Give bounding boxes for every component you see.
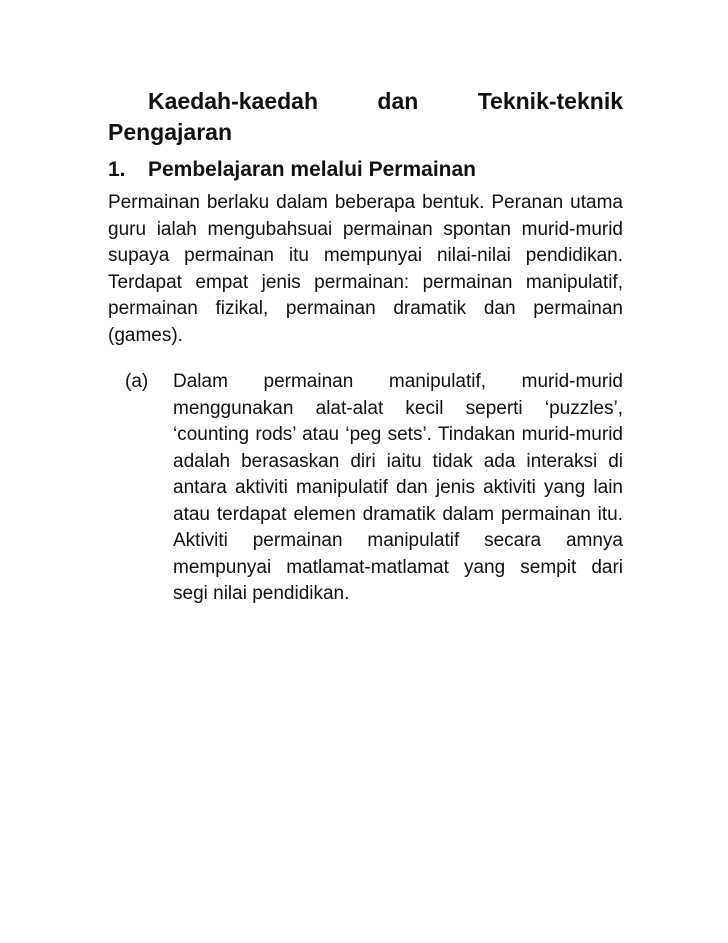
section-heading [108,156,623,184]
section-number: 1. [108,158,126,181]
intro-paragraph: Permainan berlaku dalam beberapa bentuk. Peranan utama guru ialah mengubahsuai permainan spontan murid-murid supaya permainan itu mempunyai nilai-nilai pendidikan. Terdapat empat jenis permainan: permainan manipulatif, permainan fizikal, permainan dramatik dan permainan (games). [108,192,623,346]
list-item-marker: (a) [125,371,149,392]
page-title-text: Kaedah-kaedah dan Teknik-teknik Pengajaran [108,88,623,145]
page-title [108,86,623,148]
list-item [108,369,623,608]
list-item-text: Dalam permainan manipulatif, murid-murid menggunakan alat-alat kecil seperti ‘puzzles’, ‘counting rods’ atau ‘peg sets’. Tindakan murid-murid adalah berasaskan diri iaitu tidak ada interaksi di antara aktiviti manipulatif dan jenis aktiviti yang lain atau terdapat elemen dramatik dalam permainan itu. Aktiviti permainan manipulatif secara amnya mempunyai matlamat-matlamat yang sempit dari segi nilai pendidikan. [173,371,623,604]
document-page [108,86,623,608]
section-heading-text: Pembelajaran melalui Permainan [148,158,476,181]
item-list [108,369,623,608]
